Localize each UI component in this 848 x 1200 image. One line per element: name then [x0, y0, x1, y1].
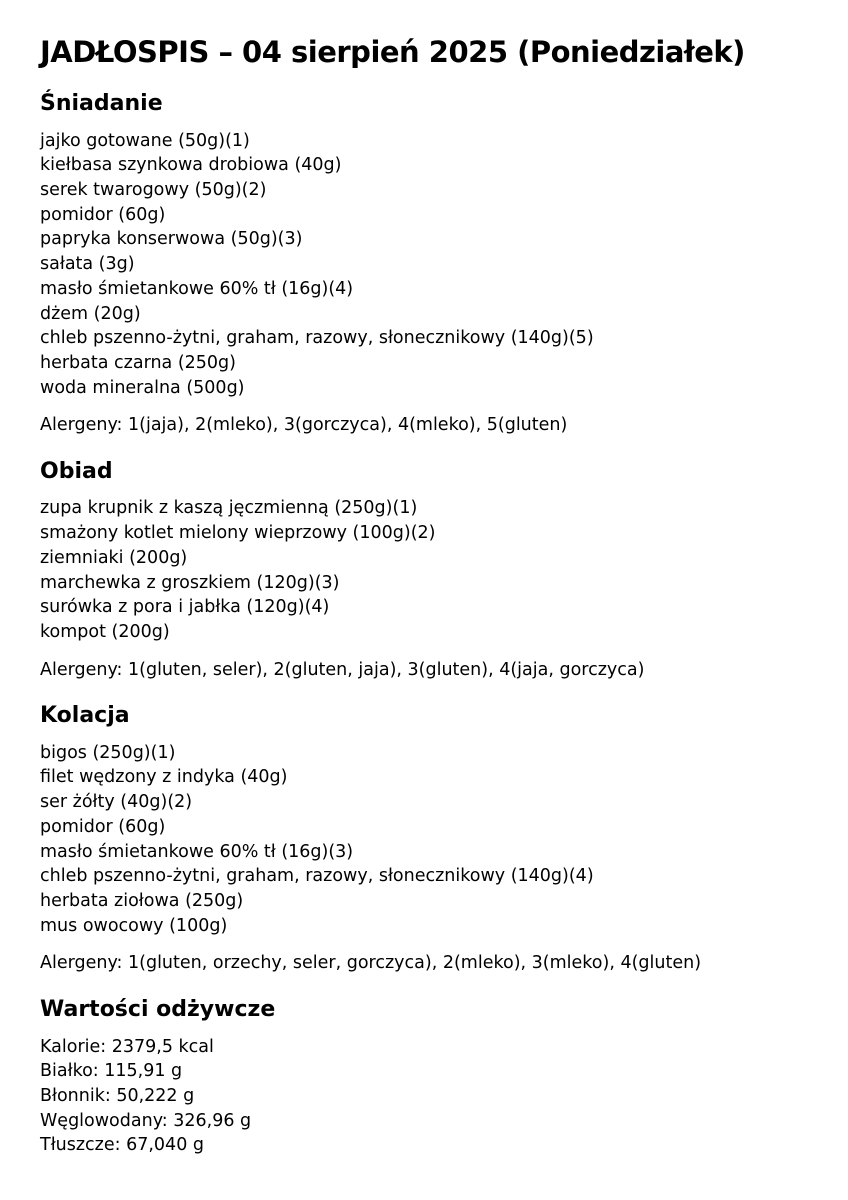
menu-item-line: chleb pszenno-żytni, graham, razowy, słonecznikowy (140g)(4)	[40, 866, 594, 887]
nutrition-lines	[40, 1035, 808, 1159]
menu-item-line: masło śmietankowe 60% tł (16g)(3)	[40, 841, 354, 862]
breakfast-heading: Śniadanie	[40, 91, 163, 117]
section-nutrition	[40, 997, 808, 1158]
breakfast-allergens: Alergeny: 1(jaja), 2(mleko), 3(gorczyca), 4(mleko), 5(gluten)	[40, 415, 568, 436]
dinner-items	[40, 741, 808, 939]
menu-item-line: bigos (250g)(1)	[40, 742, 176, 763]
menu-item-line: marchewka z groszkiem (120g)(3)	[40, 572, 340, 593]
menu-item-line: Węglowodany: 326,96 g	[40, 1110, 252, 1131]
menu-item-line: dżem (20g)	[40, 303, 141, 324]
menu-item-line: jajko gotowane (50g)(1)	[40, 130, 250, 151]
lunch-heading: Obiad	[40, 459, 113, 485]
section-dinner	[40, 703, 808, 976]
menu-item-line: ser żółty (40g)(2)	[40, 792, 193, 813]
menu-item-line: papryka konserwowa (50g)(3)	[40, 229, 303, 250]
lunch-items	[40, 496, 808, 644]
menu-item-line: masło śmietankowe 60% tł (16g)(4)	[40, 278, 354, 299]
menu-item-line: herbata czarna (250g)	[40, 352, 236, 373]
menu-item-line: pomidor (60g)	[40, 816, 166, 837]
menu-item-line: ziemniaki (200g)	[40, 547, 188, 568]
menu-item-line: woda mineralna (500g)	[40, 377, 245, 398]
page-title: JADŁOSPIS – 04 sierpień 2025 (Poniedziałek)	[40, 35, 745, 69]
menu-item-line: filet wędzony z indyka (40g)	[40, 767, 288, 788]
menu-item-line: serek twarogowy (50g)(2)	[40, 180, 267, 201]
menu-item-line: herbata ziołowa (250g)	[40, 891, 244, 911]
menu-item-line: Błonnik: 50,222 g	[40, 1085, 195, 1106]
menu-item-line: kiełbasa szynkowa drobiowa (40g)	[40, 155, 342, 176]
menu-item-line: mus owocowy (100g)	[40, 915, 228, 936]
nutrition-heading: Wartości odżywcze	[40, 997, 276, 1023]
menu-item-line: Kalorie: 2379,5 kcal	[40, 1036, 214, 1057]
menu-item-line: Tłuszcze: 67,040 g	[40, 1135, 204, 1156]
section-lunch	[40, 459, 808, 682]
breakfast-items	[40, 129, 808, 401]
menu-item-line: surówka z pora i jabłka (120g)(4)	[40, 597, 330, 618]
dinner-allergens: Alergeny: 1(gluten, orzechy, seler, gorczyca), 2(mleko), 3(mleko), 4(gluten)	[40, 953, 702, 974]
menu-item-line: sałata (3g)	[40, 254, 135, 275]
menu-item-line: smażony kotlet mielony wieprzowy (100g)(2)	[40, 523, 436, 544]
menu-item-line: zupa krupnik z kaszą jęczmienną (250g)(1)	[40, 498, 418, 519]
menu-item-line: chleb pszenno-żytni, graham, razowy, słonecznikowy (140g)(5)	[40, 328, 594, 349]
menu-item-line: kompot (200g)	[40, 621, 170, 642]
section-breakfast	[40, 91, 808, 438]
menu-item-line: pomidor (60g)	[40, 204, 166, 225]
dinner-heading: Kolacja	[40, 703, 130, 729]
lunch-allergens: Alergeny: 1(gluten, seler), 2(gluten, jaja), 3(gluten), 4(jaja, gorczyca)	[40, 659, 645, 680]
menu-item-line: Białko: 115,91 g	[40, 1061, 183, 1082]
